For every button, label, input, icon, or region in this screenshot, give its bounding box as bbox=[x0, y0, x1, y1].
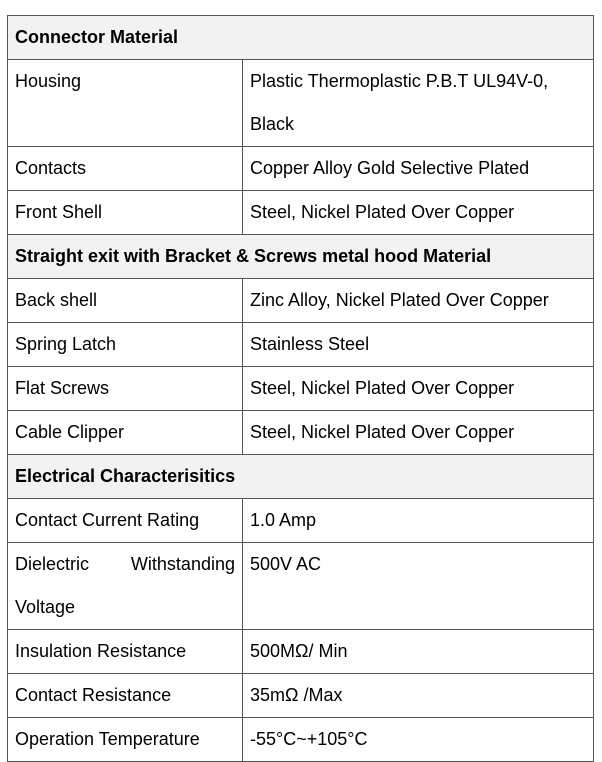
row-value-spring-latch: Stainless Steel bbox=[243, 323, 594, 367]
row-label-current-rating: Contact Current Rating bbox=[8, 499, 243, 543]
table-row bbox=[8, 411, 594, 455]
table-row bbox=[8, 147, 594, 191]
section-title-metal-hood-material: Straight exit with Bracket & Screws metal hood Material bbox=[8, 235, 594, 279]
table-row bbox=[8, 323, 594, 367]
row-label-insulation-resistance: Insulation Resistance bbox=[8, 630, 243, 674]
table-row bbox=[8, 718, 594, 762]
row-label-front-shell: Front Shell bbox=[8, 191, 243, 235]
row-value-back-shell: Zinc Alloy, Nickel Plated Over Copper bbox=[243, 279, 594, 323]
section-title-connector-material: Connector Material bbox=[8, 16, 594, 60]
table-row bbox=[8, 279, 594, 323]
row-value-cable-clipper: Steel, Nickel Plated Over Copper bbox=[243, 411, 594, 455]
section-header-row bbox=[8, 16, 594, 60]
row-label-spring-latch: Spring Latch bbox=[8, 323, 243, 367]
table-row bbox=[8, 191, 594, 235]
row-value-flat-screws: Steel, Nickel Plated Over Copper bbox=[243, 367, 594, 411]
row-value-insulation-resistance: 500MΩ/ Min bbox=[243, 630, 594, 674]
section-header-row bbox=[8, 235, 594, 279]
row-label-operation-temperature: Operation Temperature bbox=[8, 718, 243, 762]
row-value-operation-temperature: -55°C~+105°C bbox=[243, 718, 594, 762]
row-value-front-shell: Steel, Nickel Plated Over Copper bbox=[243, 191, 594, 235]
table-row bbox=[8, 630, 594, 674]
row-value-current-rating: 1.0 Amp bbox=[243, 499, 594, 543]
table-row bbox=[8, 60, 594, 147]
row-value-contact-resistance: 35mΩ /Max bbox=[243, 674, 594, 718]
row-label-cable-clipper: Cable Clipper bbox=[8, 411, 243, 455]
table-row bbox=[8, 674, 594, 718]
row-label-back-shell: Back shell bbox=[8, 279, 243, 323]
row-value-dielectric-voltage: 500V AC bbox=[243, 543, 594, 630]
row-label-housing: Housing bbox=[8, 60, 243, 147]
section-title-electrical-characteristics: Electrical Characterisitics bbox=[8, 455, 594, 499]
row-value-contacts: Copper Alloy Gold Selective Plated bbox=[243, 147, 594, 191]
section-header-row bbox=[8, 455, 594, 499]
table-row bbox=[8, 543, 594, 630]
row-label-contacts: Contacts bbox=[8, 147, 243, 191]
table-row bbox=[8, 367, 594, 411]
row-label-dielectric-voltage: Dielectric Withstanding Voltage bbox=[8, 543, 243, 630]
row-value-housing: Plastic Thermoplastic P.B.T UL94V-0, Black bbox=[243, 60, 594, 147]
table-row bbox=[8, 499, 594, 543]
row-label-flat-screws: Flat Screws bbox=[8, 367, 243, 411]
row-label-contact-resistance: Contact Resistance bbox=[8, 674, 243, 718]
specification-table bbox=[7, 15, 594, 762]
